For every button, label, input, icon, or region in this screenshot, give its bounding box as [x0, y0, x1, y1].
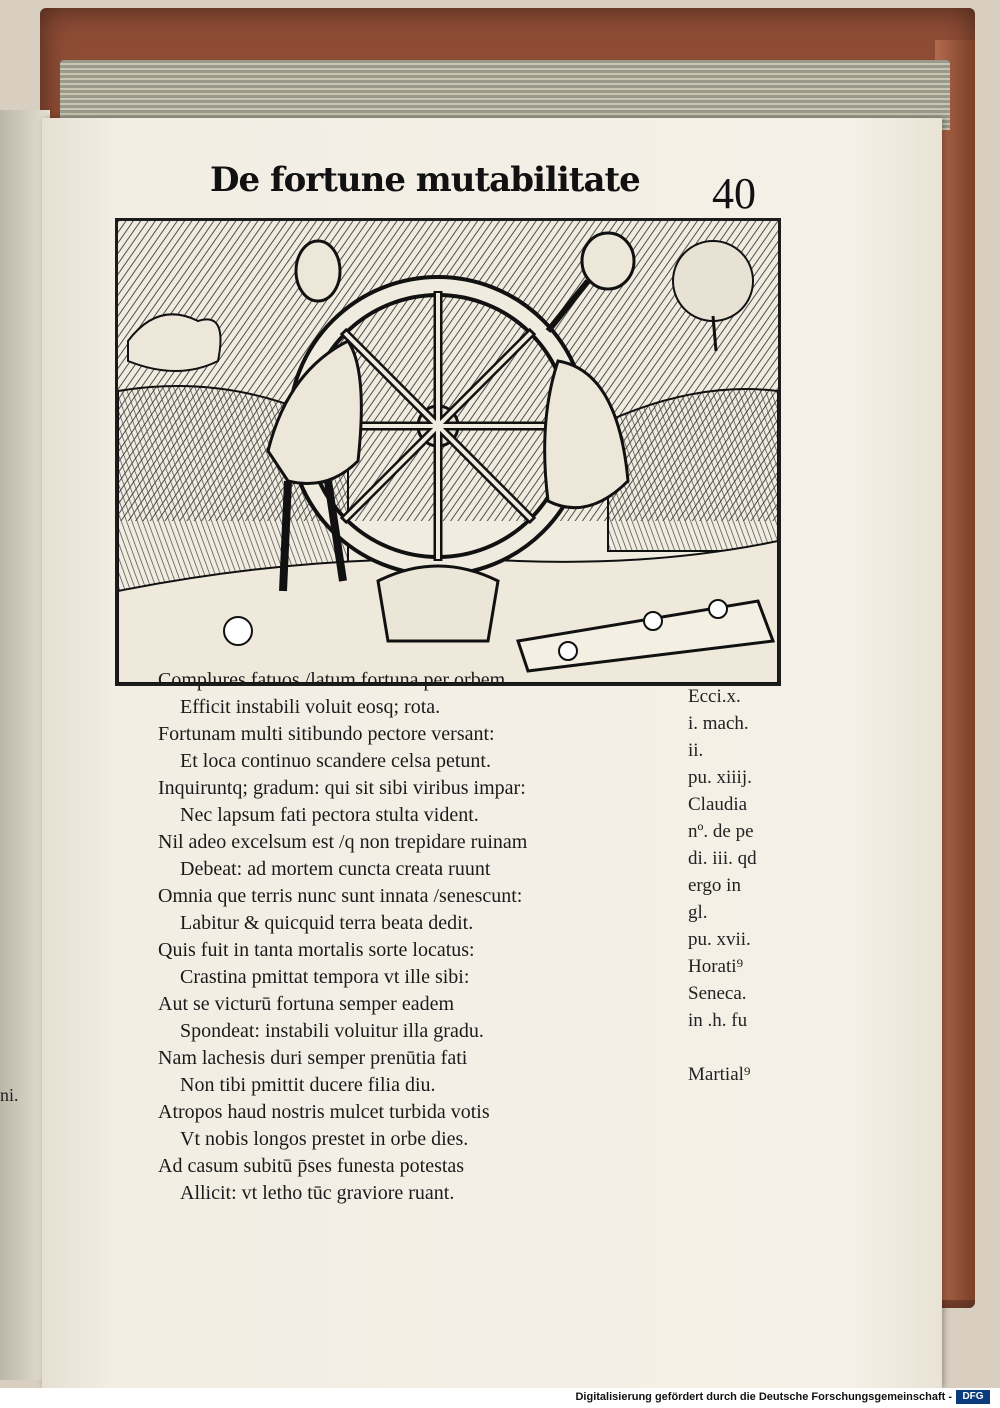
poem-line: Et loca continuo scandere celsa petunt. — [180, 750, 491, 772]
poem-line: Labitur & quicquid terra beata dedit. — [180, 912, 474, 934]
dfg-logo: DFG — [956, 1390, 990, 1404]
poem-line: Nec lapsum fati pectora stulta vident. — [180, 804, 479, 826]
marginal-note: nº. de pe — [688, 821, 754, 842]
marginal-note: ii. — [688, 740, 704, 761]
poem-line: Non tibi pmittit ducere filia diu. — [180, 1074, 436, 1096]
marginal-note: in .h. fu — [688, 1010, 748, 1031]
wheel-of-fortune-image — [118, 221, 778, 683]
marginal-note: pu. xiiij. — [688, 767, 752, 788]
left-page-fragment: ni. — [0, 1085, 19, 1105]
woodcut-illustration — [115, 218, 781, 686]
page-heading: De fortune mutabilitate — [210, 160, 640, 200]
marginal-note: Ecci.x. — [688, 686, 741, 707]
marginal-note: i. mach. — [688, 713, 749, 734]
marginal-note — [688, 1034, 788, 1061]
marginal-note: Horati⁹ — [688, 956, 744, 977]
marginal-notes — [688, 683, 788, 1088]
poem-text — [158, 667, 628, 1207]
poem-line: Omnia que terris nunc sunt innata /senescunt: — [158, 885, 523, 907]
marginal-note: Martial⁹ — [688, 1064, 751, 1085]
poem-line: Ad casum subitū p̄ses funesta potestas — [158, 1155, 465, 1177]
poem-line: Nam lachesis duri semper prenūtia fati — [158, 1047, 468, 1069]
footer-bar — [0, 1388, 1000, 1408]
poem-line: Fortunam multi sitibundo pectore versant: — [158, 723, 495, 745]
folio-number: 40 — [712, 169, 756, 218]
poem-line: Inquiruntq; gradum: qui sit sibi viribus impar: — [158, 777, 526, 799]
poem-line: Nil adeo excelsum est /q non trepidare ruinam — [158, 831, 528, 853]
poem-line: Vt nobis longos prestet in orbe dies. — [180, 1128, 469, 1150]
poem-line: Spondeat: instabili voluitur illa gradu. — [180, 1020, 484, 1042]
marginal-note: ergo in — [688, 875, 741, 896]
marginal-note: Seneca. — [688, 983, 747, 1004]
poem-line: Quis fuit in tanta mortalis sorte locatus: — [158, 939, 475, 961]
funding-credit: Digitalisierung gefördert durch die Deutsche Forschungsgemeinschaft - — [575, 1391, 952, 1403]
poem-line: Aut se victurū fortuna semper eadem — [158, 993, 455, 1015]
marginal-note: Claudia — [688, 794, 748, 815]
poem-line: Efficit instabili voluit eosq; rota. — [180, 696, 441, 718]
marginal-note: gl. — [688, 902, 708, 923]
marginal-note: di. iii. qd — [688, 848, 757, 869]
poem-line: Atropos haud nostris mulcet turbida votis — [158, 1101, 490, 1123]
poem-line: Allicit: vt letho tūc graviore ruant. — [180, 1182, 455, 1204]
poem-line: Debeat: ad mortem cuncta creata ruunt — [180, 858, 491, 880]
poem-line: Crastina pmittat tempora vt ille sibi: — [180, 966, 470, 988]
poem-line: Complures fatuos /latum fortuna per orbem — [158, 669, 506, 691]
marginal-note: pu. xvii. — [688, 929, 751, 950]
